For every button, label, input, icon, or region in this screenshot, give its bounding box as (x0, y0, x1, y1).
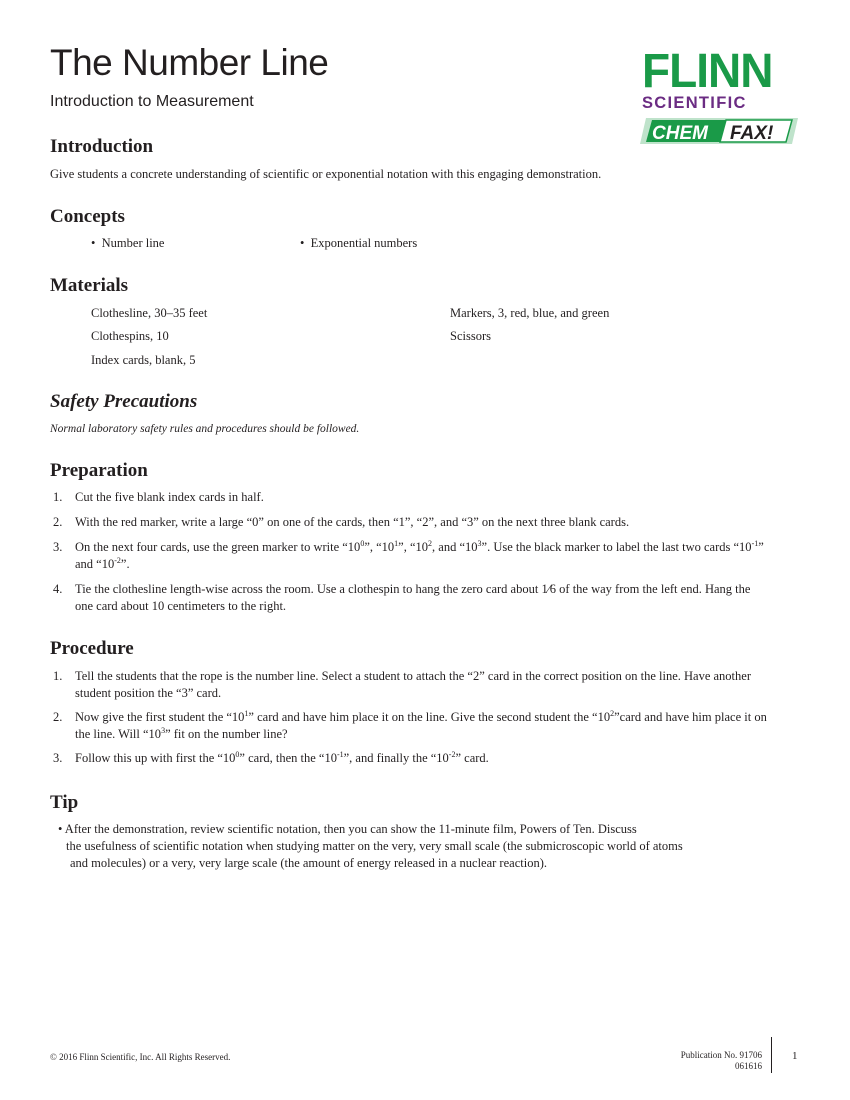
step-number: 3. (53, 751, 63, 765)
publication-number: Publication No. 91706 (680, 1050, 762, 1060)
exponent: 1 (244, 708, 249, 718)
step-text: Now give the first student the “10 (75, 710, 245, 724)
step-text: of the way from the left end. Hang the one card about 10 centimeters to the right. (75, 582, 751, 613)
exponent: 3 (161, 725, 166, 735)
introduction-heading: Introduction (50, 136, 154, 157)
concept-item: • Exponential numbers (300, 236, 418, 250)
exponent: 3 (477, 538, 482, 548)
procedure-step (53, 668, 770, 702)
step-text: ”, and finally the “10 (343, 751, 449, 765)
material-item: Clothespins, 10 (91, 329, 169, 343)
procedure-heading: Procedure (50, 638, 134, 659)
material-item: Markers, 3, red, blue, and green (450, 306, 610, 320)
tip-line: and molecules) or a very, very large scale (the amount of energy released in a nuclear reaction). (70, 856, 547, 870)
step-text: Tell the students that the rope is the number line. Select a student to attach the “2” card in the correct position on the line. Have another student position the “3” card. (75, 669, 751, 700)
preparation-step (53, 514, 775, 531)
step-text: With the red marker, write a large “0” on one of the cards, then “1”, “2”, and “3” on the next three blank cards. (75, 515, 630, 529)
concepts-heading: Concepts (50, 206, 125, 227)
logo-chemfax-banner (640, 112, 800, 150)
page-number: 1 (792, 1050, 798, 1062)
preparation-step (53, 538, 765, 573)
step-text: ” card, then the “10 (239, 751, 337, 765)
material-item: Clothesline, 30–35 feet (91, 306, 208, 320)
tip-line: • After the demonstration, review scientific notation, then you can show the 11-minute film, Powers of Ten. Discuss (58, 822, 637, 836)
step-text: ” and “10 (75, 540, 764, 571)
materials-heading: Materials (50, 275, 129, 296)
footer-divider (771, 1037, 772, 1073)
step-number: 1. (53, 490, 63, 504)
step-number: 1. (53, 669, 63, 683)
exponent: 0 (360, 538, 365, 548)
concept-item: • Number line (91, 236, 165, 250)
step-text: ” fit on the number line? (165, 727, 288, 741)
safety-text: Normal laboratory safety rules and procedures should be followed. (50, 423, 360, 435)
logo-scientific-text: SCIENTIFIC (642, 94, 747, 112)
exponent: -1 (336, 749, 344, 759)
introduction-text: Give students a concrete understanding of scientific or exponential notation with this engaging demonstration. (50, 167, 602, 181)
step-number: 3. (53, 540, 63, 554)
step-text: ”card and have him place it on the line. Will “10 (75, 710, 767, 741)
step-number: 2. (53, 710, 63, 724)
tip-line: the usefulness of scientific notation when studying matter on the very, very small scale (the submicroscopic world of atoms (66, 839, 683, 853)
exponent: 2 (610, 708, 615, 718)
page-subtitle: Introduction to Measurement (50, 93, 254, 110)
step-text: ”, “10 (364, 540, 395, 554)
step-number: 2. (53, 515, 63, 529)
step-text: Tie the clothesline length-wise across the room. Use a clothespin to hang the zero card about (75, 582, 542, 596)
exponent: -1 (751, 538, 759, 548)
publication-code: 061616 (735, 1061, 762, 1071)
exponent: 1 (394, 538, 399, 548)
procedure-step (53, 708, 770, 743)
step-text: ” card. (455, 751, 489, 765)
step-text: On the next four cards, use the green marker to write “10 (75, 540, 361, 554)
step-text: Follow this up with first the “10 (75, 751, 236, 765)
exponent: 2 (428, 538, 433, 548)
material-item: Scissors (450, 329, 491, 343)
preparation-heading: Preparation (50, 460, 148, 481)
page-title: The Number Line (50, 42, 329, 83)
copyright-notice: © 2016 Flinn Scientific, Inc. All Rights Reserved. (50, 1052, 231, 1062)
preparation-step (53, 581, 765, 615)
exponent: 0 (235, 749, 240, 759)
safety-heading: Safety Precautions (50, 391, 198, 412)
procedure-step (53, 749, 775, 767)
step-text: Cut the five blank index cards in half. (75, 490, 264, 504)
logo-fax-word: FAX! (730, 123, 774, 144)
step-text: ”. Use the black marker to label the last two cards “10 (481, 540, 752, 554)
step-text: ”, “10 (398, 540, 429, 554)
preparation-step (53, 489, 775, 506)
tip-heading: Tip (50, 792, 79, 813)
material-item: Index cards, blank, 5 (91, 353, 196, 367)
logo-chem-word: CHEM (652, 123, 708, 144)
fraction: 1⁄6 (541, 582, 557, 596)
step-text: ” card and have him place it on the line. Give the second student the “10 (248, 710, 611, 724)
exponent: -2 (448, 749, 456, 759)
concept-item-label: Exponential numbers (310, 236, 418, 250)
concept-item-label: Number line (101, 236, 165, 250)
exponent: -2 (114, 555, 121, 565)
flinn-chemfax-logo (640, 42, 800, 150)
step-text: ”. (120, 557, 130, 571)
step-text: , and “10 (432, 540, 478, 554)
logo-flinn-text: FLINN (642, 42, 773, 98)
step-number: 4. (53, 582, 63, 596)
